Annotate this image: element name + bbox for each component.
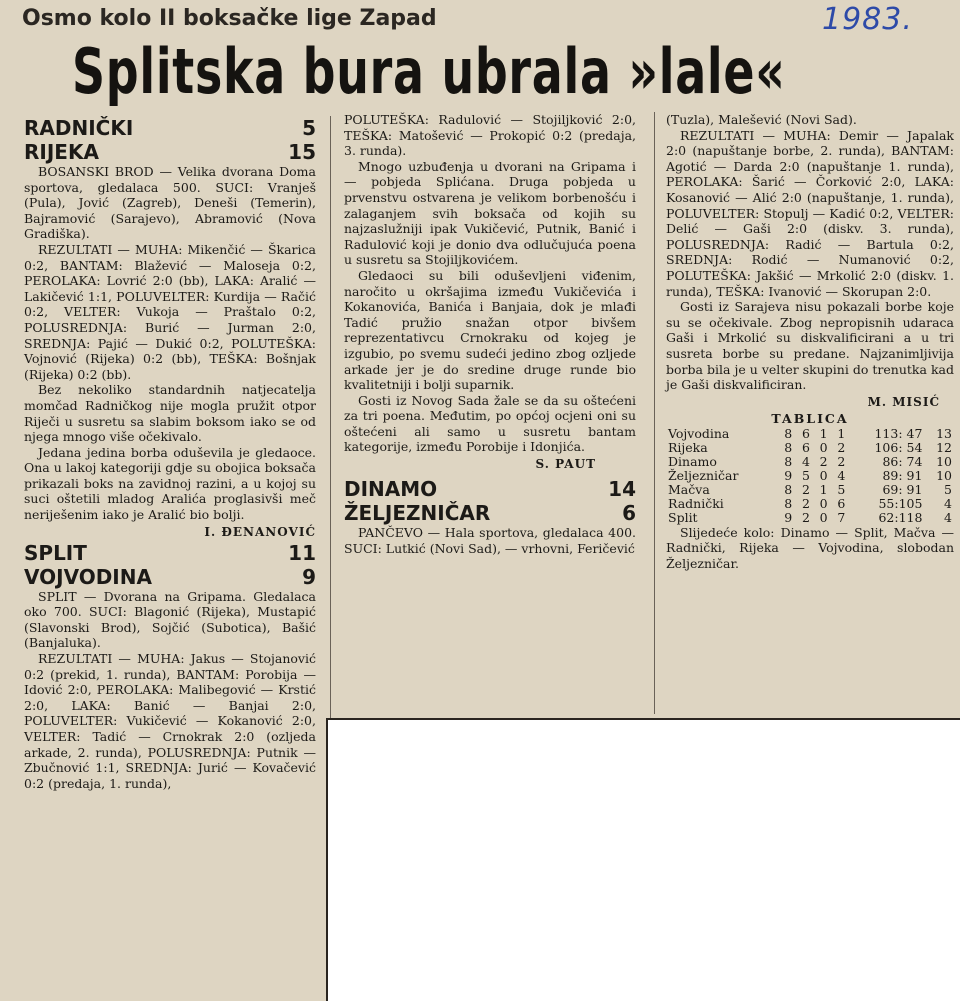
points-cell: 10: [936, 453, 952, 469]
team-cell: Dinamo: [668, 453, 717, 469]
team-name: SPLIT: [24, 540, 87, 565]
points-cell: 4: [944, 495, 952, 511]
team-score: 6: [622, 501, 636, 526]
column-divider: [654, 112, 655, 714]
kicker: Osmo kolo II boksačke lige Zapad: [22, 6, 437, 31]
headline: Splitska bura ubrala »lale«: [72, 35, 786, 108]
wins-cell: 2: [801, 509, 810, 525]
points-ratio-cell: 113: 47: [874, 425, 923, 441]
draws-cell: 2: [819, 453, 828, 469]
team-score: 15: [288, 140, 316, 164]
team-name: VOJVODINA: [24, 564, 152, 589]
paragraph: REZULTATI — MUHA: Mikenčić — Škarica 0:2, BANTAM: Blažević — Maloseja 0:2, PEROLAKA: Lovrić 2:0 (bb), LAKA: Aralić — Lakičević 1:1, POLUVELTER: Kurdija — Račić 0:2, VELTER: Vukoja — Praštalo 0:2, POLUSREDNJA: Burić — Jurman 2:0, SREDNJA: Pajić — Dukić 0:2, POLUTEŠKA: Vojnović (Rijeka) 0:2 (bb), TEŠKA: Bošnjak (Rijeka) 0:2 (bb).: [24, 241, 316, 382]
byline: S. PAUT: [535, 457, 596, 472]
points-cell: 12: [936, 439, 952, 455]
paragraph: (Tuzla), Malešević (Novi Sad).: [666, 112, 857, 127]
paragraph: Gledaoci su bili oduševljeni viđenim, naročito u okršajima između Vukičevića i Kokanovića, Banića i Banjaia, dok je mlađi Tadić pružio snažan otpor bivšem reprezentativcu Crnokraku od kojeg je izgubio, po svemu sudeći jedino zbog ozljede arkade jer je do sredine druge runde bio kvalitetniji i bolji suparnik.: [344, 267, 636, 393]
points-cell: 5: [944, 481, 952, 497]
byline: I. ĐENANOVIĆ: [204, 524, 316, 539]
losses-cell: 2: [837, 453, 846, 469]
wins-cell: 2: [801, 481, 810, 497]
table-row: [666, 511, 954, 525]
points-ratio-cell: 106: 54: [874, 439, 923, 455]
losses-cell: 2: [837, 439, 846, 455]
match-score-row: [24, 116, 316, 140]
played-cell: 9: [784, 467, 793, 483]
draws-cell: 0: [819, 495, 828, 511]
table-title: TABLICA: [771, 410, 849, 426]
paragraph: Slijedeće kolo: Dinamo — Split, Mačva — Radnički, Rijeka — Vojvodina, slobodan Željezničar.: [666, 524, 954, 571]
losses-cell: 6: [837, 495, 846, 511]
paragraph: PANČEVO — Hala sportova, gledalaca 400. SUCI: Lutkić (Novi Sad), — vrhovni, Feričević: [344, 525, 636, 556]
paragraph: REZULTATI — MUHA: Jakus — Stojanović 0:2 (prekid, 1. runda), BANTAM: Porobija — Idović 2:0, PEROLAKA: Malibegović — Krstić 2:0, LAKA: Banić — Banjai 2:0, POLUVELTER: Vukičević — Kokanović 2:0, VELTER: Tadić — Crnokrak 2:0 (ozljeda arkade, 2. runda), POLUSREDNJA: Putnik — Zbučnović 1:1, SREDNJA: Jurić — Kovačević 0:2 (predaja, 1. runda),: [24, 651, 316, 791]
team-name: RIJEKA: [24, 140, 99, 164]
column-3: [666, 112, 954, 571]
paragraph: Mnogo uzbuđenja u dvorani na Gripama i — pobjeda Splićana. Druga pobjeda u prvenstvu ostvarena je velikom borbenošću i zalaganjem svih boksača od kojih su najzaslužniji ipak Vukičević, Putnik, Banić i Radulović koji je donio dva odlučujuća poena u susretu sa Stojiljkovićem.: [344, 158, 636, 268]
paragraph: POLUTEŠKA: Radulović — Stojiljković 2:0, TEŠKA: Matošević — Prokopić 0:2 (predaja, 3. runda).: [344, 112, 636, 159]
draws-cell: 0: [819, 439, 828, 455]
points-ratio-cell: 86: 74: [882, 453, 923, 469]
played-cell: 8: [784, 425, 793, 441]
paragraph: REZULTATI — MUHA: Demir — Japalak 2:0 (napuštanje borbe, 2. runda), BANTAM: Agotić — Darda 2:0 (napuštanje 1. runda), PEROLAKA: Šarić — Čorković 2:0, LAKA: Kosanović — Alić 2:0 (napuštanje, 1. runda), POLUVELTER: Stopulj — Kadić 0:2, VELTER: Delić — Gaši 2:0 (diskv. 3. runda), POLUSREDNJA: Radić — Bartula 0:2, SREDNJA: Rodić — Numanović 0:2, POLUTEŠKA: Jakšić — Mrkolić 2:0 (diskv. 1. runda), TEŠKA: Ivanović — Skorupan 2:0.: [666, 127, 954, 299]
match-score-row: [24, 565, 316, 589]
team-cell: Rijeka: [668, 439, 708, 455]
table-row: [666, 427, 954, 441]
losses-cell: 7: [837, 509, 846, 525]
paragraph: Bez nekoliko standardnih natjecatelja momčad Radničkog nije mogla pružit otpor Riječi u susretu sa slabim boksom iako se od njega mnogo više očekivalo.: [24, 382, 316, 445]
match-score-row: [344, 501, 636, 525]
team-score: 11: [288, 540, 316, 565]
table-row: [666, 469, 954, 483]
wins-cell: 4: [801, 453, 810, 469]
points-ratio-cell: 55:105: [878, 495, 923, 511]
draws-cell: 1: [819, 481, 828, 497]
losses-cell: 5: [837, 481, 846, 497]
handwritten-year: 1983.: [822, 2, 913, 37]
byline: M. MISIĆ: [867, 394, 940, 409]
team-name: DINAMO: [344, 477, 438, 502]
played-cell: 8: [784, 439, 793, 455]
table-row: [666, 483, 954, 497]
team-score: 9: [302, 564, 316, 589]
table-row: [666, 455, 954, 469]
points-ratio-cell: 62:118: [878, 509, 923, 525]
team-cell: Vojvodina: [668, 425, 730, 441]
team-name: ŽELJEZNIČAR: [344, 501, 491, 526]
points-cell: 13: [936, 425, 952, 441]
match-score-row: [344, 477, 636, 501]
team-cell: Mačva: [668, 481, 710, 497]
points-ratio-cell: 89: 91: [882, 467, 923, 483]
draws-cell: 0: [819, 467, 828, 483]
played-cell: 8: [784, 453, 793, 469]
team-cell: Radnički: [668, 495, 724, 511]
paragraph: BOSANSKI BROD — Velika dvorana Doma sportova, gledalaca 500. SUCI: Vranješ (Pula), Jović (Zagreb), Deneši (Temerin), Bajramović (Sarajevo), Abramović (Nova Gradiška).: [24, 164, 316, 242]
column-1: [24, 116, 316, 791]
column-2: [344, 112, 636, 556]
paragraph: SPLIT — Dvorana na Gripama. Gledalaca oko 700. SUCI: Blagonić (Rijeka), Mustapić (Slavonski Brod), Sojčić (Subotica), Bašić (Banjaluka).: [24, 588, 316, 651]
wins-cell: 5: [801, 467, 810, 483]
wins-cell: 6: [801, 439, 810, 455]
standings-table: [666, 427, 954, 525]
wins-cell: 6: [801, 425, 810, 441]
table-row: [666, 441, 954, 455]
points-cell: 4: [944, 509, 952, 525]
losses-cell: 4: [837, 467, 846, 483]
team-cell: Željezničar: [668, 467, 739, 483]
paragraph: Jedana jedina borba oduševila je gledaoce. Ona u lakoj kategoriji gdje su obojica boksača prikazali boks na zavidnoj razini, a u kojoj su suci oštetili mladog Aralića proglasivši meč neriješenim iako je Aralić bio bolji.: [24, 444, 316, 523]
table-row: [666, 497, 954, 511]
match-score-row: [24, 140, 316, 164]
played-cell: 8: [784, 495, 793, 511]
draws-cell: 0: [819, 509, 828, 525]
paragraph: Gosti iz Novog Sada žale se da su oštećeni za tri poena. Međutim, po općoj ocjeni oni su oštećeni ali samo u susretu bantam kategorije, između Porobije i Idonjića.: [344, 392, 636, 455]
points-ratio-cell: 69: 91: [882, 481, 923, 497]
team-name: RADNIČKI: [24, 116, 134, 140]
played-cell: 9: [784, 509, 793, 525]
team-cell: Split: [668, 509, 698, 525]
wins-cell: 2: [801, 495, 810, 511]
team-score: 5: [302, 116, 316, 140]
played-cell: 8: [784, 481, 793, 497]
match-score-row: [24, 541, 316, 565]
paragraph: Gosti iz Sarajeva nisu pokazali borbe koje su se očekivale. Zbog nepropisnih udaraca Gaši i Mrkolić su diskvalificirani a u tri susreta borbe su predane. Najzanimljivija borba bila je u velter skupini do trenutka kad je Gaši diskvalificiran.: [666, 299, 954, 393]
blank-cutout-area: [326, 718, 960, 1001]
team-score: 14: [608, 477, 636, 502]
points-cell: 10: [936, 467, 952, 483]
losses-cell: 1: [837, 425, 846, 441]
draws-cell: 1: [819, 425, 828, 441]
